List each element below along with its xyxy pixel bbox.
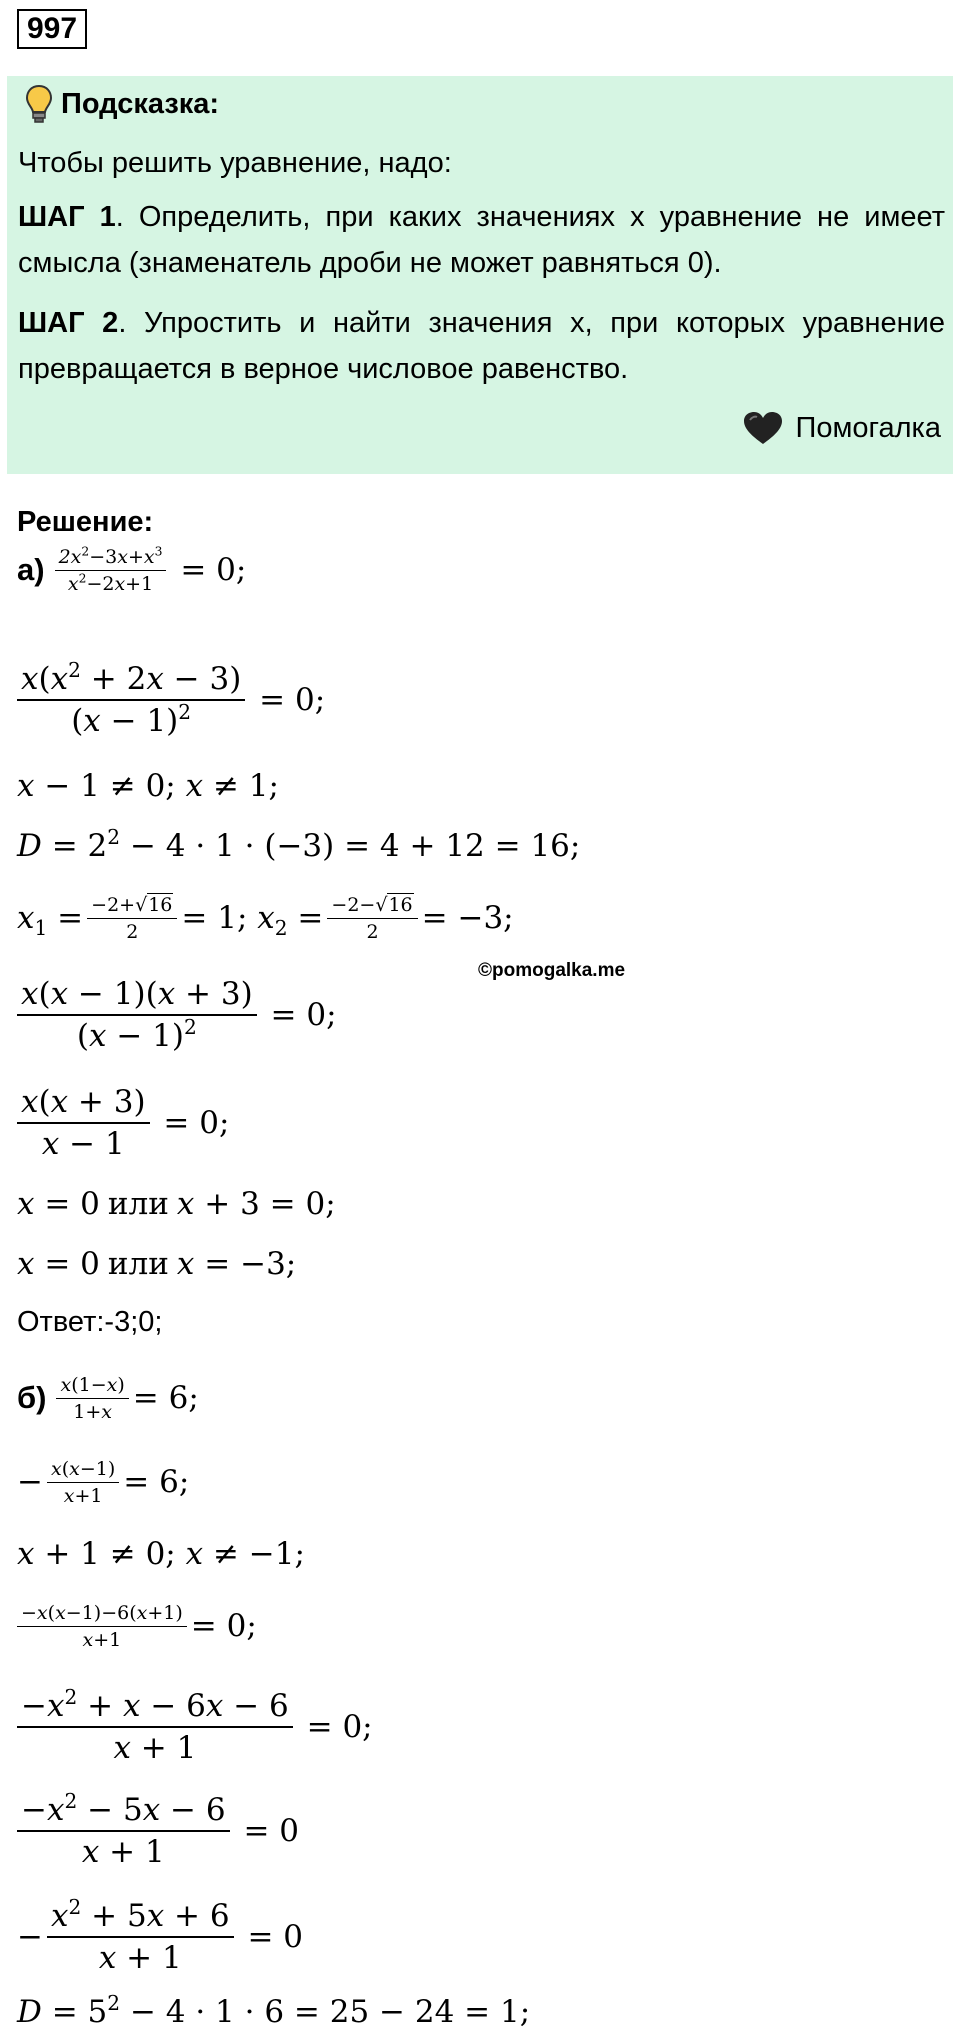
watermark: ©pomogalka.me	[478, 960, 626, 981]
eq-a-8: x = 0 или x + 3 = 0;	[17, 1186, 336, 1222]
part-b-label: б)	[17, 1380, 47, 1415]
eq-b-4: $\frac{-x(x-1)-6(x+1)}{x+1}$ = 0;	[17, 1596, 257, 1656]
eq-a-1: а) $\frac{2x^2-3x+x^3}{x^2-2x+1}$ = 0;	[17, 544, 247, 595]
step-1-text: . Определить, при каких значениях х уравнение не имеет смысла (знаменатель дроби не может равняться 0).	[18, 201, 945, 279]
eq-b-7: − $\frac{x^2 + 5x + 6}{x + 1}$ = 0	[17, 1894, 303, 1976]
eq-b-1: б) $\frac{x(1-x)}{1+x}$ = 6;	[17, 1373, 199, 1423]
or-text: или	[107, 1186, 169, 1222]
hint-step-1	[18, 194, 945, 286]
eq-b-6: $\frac{-x^2 - 5x - 6}{x + 1}$ = 0	[17, 1786, 299, 1876]
hint-box	[7, 76, 953, 474]
eq-a-7: $\frac{x(x + 3)}{x - 1}$ = 0;	[17, 1078, 229, 1168]
hint-title-text: Подсказка:	[61, 88, 220, 120]
eq-b-5: $\frac{-x^2 + x - 6x - 6}{x + 1}$ = 0;	[17, 1682, 373, 1772]
brand	[742, 408, 941, 448]
problem-number: 997	[17, 9, 87, 49]
step-1-label: ШАГ 1	[18, 201, 116, 233]
step-2-text: . Упростить и найти значения х, при которых уравнение превращается в верное числовое равенство.	[18, 307, 945, 385]
lightbulb-icon	[25, 84, 53, 124]
eq-b-8: $D = 5^2 - 4 \cdot 1 \cdot 6 = 25 - 24 = 1$;	[17, 1990, 531, 2030]
eq-a-5: $x_1$ = $\frac{-2+√16}{2}$ = 1; $x_2$ = $\frac{-2-√16}{2}$ = −3;	[17, 893, 514, 943]
step-2-label: ШАГ 2	[18, 307, 119, 339]
hint-title	[25, 84, 219, 124]
part-a-label: а)	[17, 552, 45, 587]
hint-step-2	[18, 300, 945, 392]
eq-a-4: $D = 2^2 - 4 \cdot 1 \cdot (-3) = 4 + 12 = 16$;	[17, 824, 581, 864]
eq-a-3: x − 1 ≠ 0; x ≠ 1;	[17, 768, 279, 804]
eq-b-2: − $\frac{x(x-1)}{x+1}$ = 6;	[17, 1457, 190, 1507]
solution-label: Решение:	[17, 506, 154, 538]
eq-a-9: x = 0 или x = −3;	[17, 1246, 297, 1282]
or-text: или	[107, 1246, 169, 1282]
eq-a-2: $\frac{x(x^2 + 2x - 3)}{(x - 1)^2}$ = 0;	[17, 654, 325, 746]
answer-a: Ответ:-3;0;	[17, 1306, 163, 1338]
heart-icon	[742, 410, 784, 446]
hint-intro: Чтобы решить уравнение, надо:	[18, 147, 452, 179]
eq-b-3: x + 1 ≠ 0; x ≠ −1;	[17, 1536, 305, 1572]
brand-name: Помогалка	[795, 412, 941, 444]
eq-a-6: $\frac{x(x - 1)(x + 3)}{(x - 1)^2}$ = 0;	[17, 970, 337, 1060]
